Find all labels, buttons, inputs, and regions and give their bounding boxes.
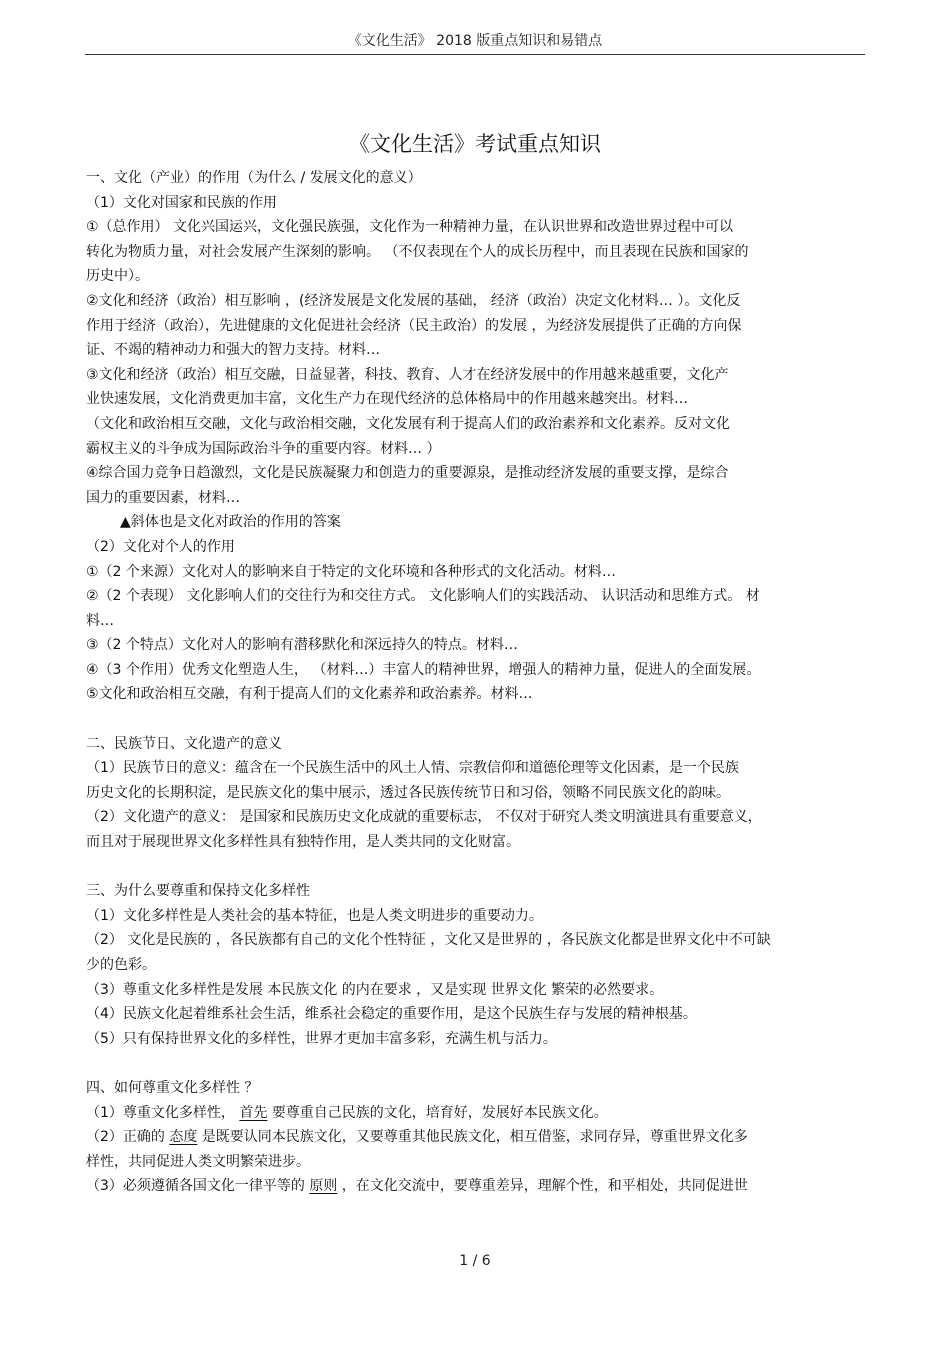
underlined-term: 原则 <box>309 1178 338 1195</box>
paragraph-line: 霸权主义的斗争成为国际政治斗争的重要内容。材料… ） <box>86 440 441 457</box>
underlined-term: 首先 <box>239 1104 268 1121</box>
paragraph-line: ③（2 个特点）文化对人的影响有潜移默化和深远持久的特点。材料… <box>86 637 518 654</box>
text-run: （1）尊重文化多样性， <box>86 1104 240 1121</box>
section-gap <box>86 707 876 732</box>
paragraph-line <box>86 1101 876 1126</box>
section-heading-2: 二、民族节日、文化遗产的意义 <box>86 735 282 752</box>
section-heading-4: 四、如何尊重文化多样性 ？ <box>86 1079 259 1096</box>
paragraph-line: 料… <box>86 612 114 629</box>
paragraph-line: ②文化和经济（政治）相互影响 ，(经济发展是文化发展的基础， 经济（政治）决定文化材料… ）。文化反 <box>86 292 741 309</box>
paragraph-line: ④综合国力竞争日趋激烈，文化是民族凝聚力和创造力的重要源泉，是推动经济发展的重要支撑，是综合 <box>86 465 729 482</box>
page-number: 1 / 6 <box>459 1253 491 1269</box>
text-run: 是既要认同本民族文化，又要尊重其他民族文化，相互借鉴，求同存异，尊重世界文化多 <box>197 1129 748 1146</box>
paragraph-line: （1）文化对国家和民族的作用 <box>86 194 277 211</box>
paragraph-line: ①（2 个来源）文化对人的影响来自于特定的文化环境和各种形式的文化活动。材料… <box>86 563 616 580</box>
paragraph-line: 样性，共同促进人类文明繁荣进步。 <box>86 1153 310 1170</box>
paragraph-line: ④（3 个作用）优秀文化塑造人生， （材料…）丰富人的精神世界，增强人的精神力量，促进人的全面发展。 <box>86 661 761 678</box>
paragraph-line: 转化为物质力量，对社会发展产生深刻的影响。 （不仅表现在个人的成长历程中，而且表现在民族和国家的 <box>86 243 749 260</box>
paragraph-line: （4）民族文化起着维系社会生活，维系社会稳定的重要作用，是这个民族生存与发展的精神根基。 <box>86 1006 697 1023</box>
section-gap <box>86 1051 876 1076</box>
paragraph-line: （5）只有保持世界文化的多样性，世界才更加丰富多彩，充满生机与活力。 <box>86 1030 557 1047</box>
paragraph-line: 少的色彩。 <box>86 957 156 973</box>
section-heading-1: 一、文化（产业）的作用（为什么 / 发展文化的意义） <box>86 170 422 186</box>
paragraph-line <box>86 1125 876 1150</box>
paragraph-line: （2）文化遗产的意义： 是国家和民族历史文化成就的重要标志， 不仅对于研究人类文明演进具有重要意义， <box>86 809 762 826</box>
text-run: 要尊重自己民族的文化，培育好，发展好本民族文化。 <box>267 1104 608 1121</box>
section-heading-3: 三、为什么要尊重和保持文化多样性 <box>86 883 310 900</box>
paragraph-line: 而且对于展现世界文化多样性具有独特作用，是人类共同的文化财富。 <box>86 834 520 851</box>
paragraph-line: 证、不竭的精神动力和强大的智力支持。材料… <box>86 342 380 359</box>
paragraph-line: （1）文化多样性是人类社会的基本特征，也是人类文明进步的重要动力。 <box>86 907 543 924</box>
document-title: 《文化生活》考试重点知识 <box>349 132 601 156</box>
paragraph-line: （1）民族节日的意义：蕴含在一个民族生活中的风土人情、宗教信仰和道德伦理等文化因素，是一个民族 <box>86 760 739 777</box>
paragraph-line: （文化和政治相互交融，文化与政治相交融，文化发展有利于提高人们的政治素养和文化素养。反对文化 <box>86 415 730 432</box>
paragraph-line: （3）尊重文化多样性是发展 本民族文化 的内在要求 ，又是实现 世界文化 繁荣的必然要求。 <box>86 981 664 998</box>
header-rule <box>85 54 865 55</box>
running-header: 《文化生活》 2018 版重点知识和易错点 <box>347 33 603 49</box>
paragraph-line: （2） 文化是民族的 ，各民族都有自己的文化个性特征 ，文化又是世界的 ，各民族文化都是世界文化中不可缺 <box>86 932 771 949</box>
paragraph-line: 历史文化的长期积淀，是民族文化的集中展示，透过各民族传统节日和习俗，领略不同民族文化的韵味。 <box>86 784 730 801</box>
paragraph-line: ②（2 个表现） 文化影响人们的交往行为和交往方式。 文化影响人们的实践活动、 认识活动和思维方式。 材 <box>86 588 760 605</box>
note-line: ▲斜体也是文化对政治的作用的答案 <box>120 514 341 531</box>
text-run: ，在文化交流中，要尊重差异，理解个性，和平相处，共同促进世 <box>337 1178 748 1195</box>
document-body <box>86 166 876 1199</box>
paragraph-line: ③文化和经济（政治）相互交融，日益显著，科技、教育、人才在经济发展中的作用越来越重要，文化产 <box>86 366 729 383</box>
text-run: （3）必须遵循各国文化一律平等的 <box>86 1178 310 1195</box>
text-run: （2）正确的 <box>86 1129 170 1146</box>
paragraph-line: ⑤文化和政治相互交融，有利于提高人们的文化素养和政治素养。材料… <box>86 686 533 703</box>
underlined-term: 态度 <box>169 1129 198 1146</box>
paragraph-line: 历史中）。 <box>86 268 149 285</box>
paragraph-line: 国力的重要因素，材料… <box>86 489 240 506</box>
section-gap <box>86 855 876 880</box>
paragraph-line: ①（总作用） 文化兴国运兴，文化强民族强，文化作为一种精神力量，在认识世界和改造世界过程中可以 <box>86 219 733 236</box>
paragraph-line: 业快速发展，文化消费更加丰富，文化生产力在现代经济的总体格局中的作用越来越突出。材料… <box>86 391 688 408</box>
paragraph-line: （2）文化对个人的作用 <box>86 538 235 555</box>
paragraph-line: 作用于经济（政治），先进健康的文化促进社会经济（民主政治）的发展 ，为经济发展提供了正确的方向保 <box>86 317 742 334</box>
paragraph-line <box>86 1174 876 1199</box>
